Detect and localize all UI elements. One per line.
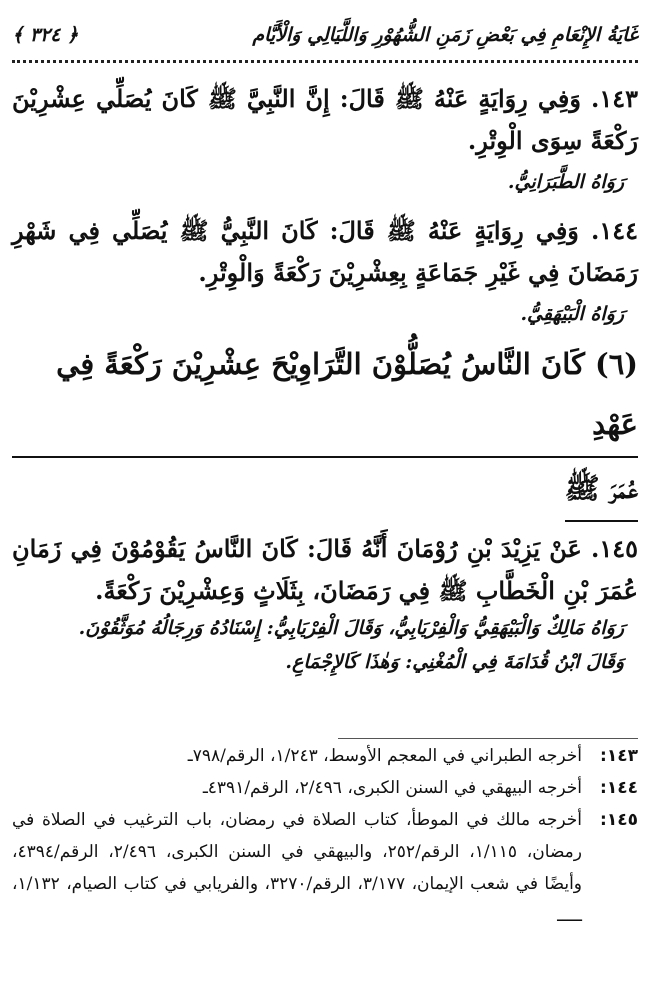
footnotes: [12, 740, 638, 932]
header-divider: [12, 60, 638, 63]
hadith-entry-144: [12, 210, 638, 294]
hadith-text: عَنْ يَزِيْدَ بْنِ رُوْمَانَ أَنَّهُ قَالَ: كَانَ النَّاسُ يَقُوْمُوْنَ فِي زَمَانِ عُمَرَ بْنِ الْخَطَّابِ ﷺ فِي رَمَضَانَ، بِثَلَاثٍ وَعِشْرِيْنَ رَكْعَةً.: [12, 534, 638, 605]
footnote: [12, 740, 638, 772]
section-heading-line-2: عُمَرَ ﷺ: [565, 458, 638, 522]
section-heading: [12, 334, 638, 522]
page-number: ﴿ ٣٢٤ ﴾: [12, 24, 79, 46]
footnote-number: ١٤٤:: [600, 778, 638, 798]
hadith-source: رَوَاهُ الْبَيْهَقِيُّ.: [520, 303, 624, 325]
book-page: [12, 0, 638, 996]
hadith-entry-145: [12, 528, 638, 612]
footnote-text: أخرجه مالك في الموطأ، كتاب الصلاة في رمضان، باب الترغيب في الصلاة في رمضان، ١/١١٥، الرقم/٢٥٢، والبيهقي في السنن الكبرى، ٢/٤٩٦، الرقم/٤٣٩٤، وأيضًا في شعب الإيمان، ٣/١٧٧، الرقم/٣٢٧٠، والفريابي في كتاب الصيام، ١/١٣٢، ـــــ: [12, 810, 582, 926]
section-heading-line-1: (٦) كَانَ النَّاسُ يُصَلُّوْنَ التَّرَاوِيْحَ عِشْرِيْنَ رَكْعَةً فِي عَهْدِ: [12, 334, 638, 458]
hadith-source: رَوَاهُ مَالِكٌ وَالْبَيْهَقِيُّ وَالْفِرْيَابِيُّ، وَقَالَ الْفِرْيَابِيُّ: إِسْنَادُهُ وَرِجَالُهُ مُوَثَّقُوْنَ.: [78, 617, 624, 639]
footnote-number: ١٤٥:: [600, 810, 638, 830]
running-head-title: غَايَةُ الإِنْعَامِ فِي بَعْضِ زَمَنِ الشُّهُوْرِ وَاللَّيَالِي وَالْأَيَّام: [252, 24, 638, 46]
footnote: [12, 804, 638, 932]
footnote: [12, 772, 638, 804]
footnote-text: أخرجه البيهقي في السنن الكبرى، ٢/٤٩٦، الرقم/٤٣٩١ـ: [202, 778, 582, 798]
footnote-text: أخرجه الطبراني في المعجم الأوسط، ١/٢٤٣، الرقم/٧٩٨ـ: [187, 746, 582, 766]
hadith-number: ١٤٤.: [590, 216, 638, 245]
hadith-source-note: وَقَالَ ابْنُ قُدَامَةَ فِي الْمُغْنِي: وَهٰذَا كَالإِجْمَاعِ.: [285, 651, 624, 673]
hadith-number: ١٤٣.: [590, 84, 639, 113]
hadith-number: ١٤٥.: [590, 534, 639, 563]
running-head: [12, 20, 638, 50]
hadith-text: وَفِي رِوَايَةٍ عَنْهُ ﷺ قَالَ: كَانَ النَّبِيُّ ﷺ يُصَلِّي فِي شَهْرِ رَمَضَانَ فِي غَيْرِ جَمَاعَةٍ بِعِشْرِيْنَ رَكْعَةً وَالْوِتْرِ.: [12, 216, 638, 287]
footnote-divider: [338, 738, 638, 739]
hadith-text: وَفِي رِوَايَةٍ عَنْهُ ﷺ قَالَ: إِنَّ النَّبِيَّ ﷺ كَانَ يُصَلِّي عِشْرِيْنَ رَكْعَةً سِوَى الْوِتْرِ.: [12, 84, 638, 155]
hadith-entry-143: [12, 78, 638, 162]
hadith-source: رَوَاهُ الطَّبَرَانِيُّ.: [507, 171, 624, 193]
footnote-number: ١٤٣:: [600, 746, 638, 766]
